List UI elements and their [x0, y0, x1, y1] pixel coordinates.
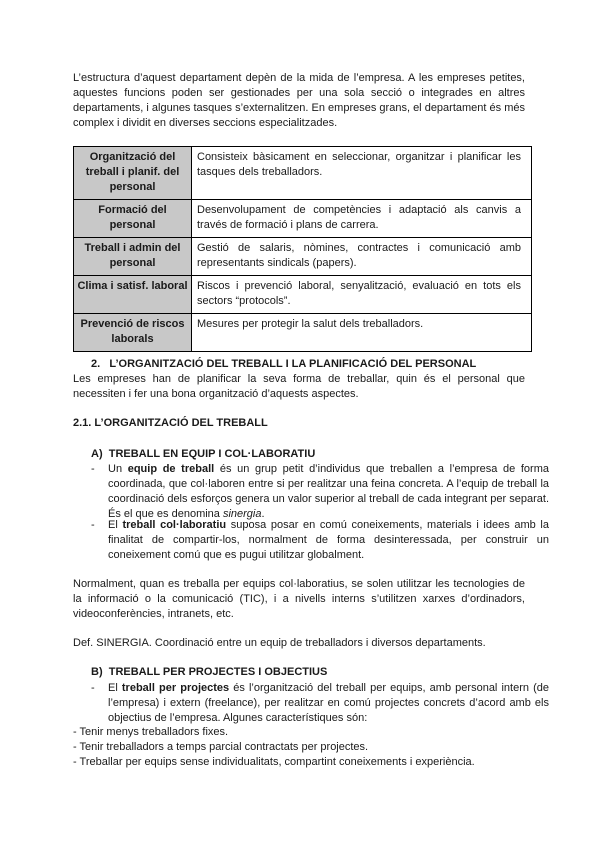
bullet-text: Un equip de treball és un grup petit d’individus que treballen a l’empresa de forma coordinada, que col·laboren entre si per realitzar una feina concreta. A l’equip de treball la coordinació dels esforços genera un valor superior al treball de cada integrant per separat. És el que es denomina sinergia. — [108, 463, 549, 520]
table-row — [74, 276, 532, 314]
table-row — [74, 147, 532, 200]
bullet-dash: - — [91, 463, 95, 475]
table-header-cell: Prevenció de riscos laborals — [74, 314, 192, 352]
list-item: - Tenir menys treballadors fixes. — [73, 726, 229, 738]
list-item: - Tenir treballadors a temps parcial contractats per projectes. — [73, 741, 369, 753]
section-a-heading: A) TREBALL EN EQUIP I COL·LABORATIU — [91, 448, 316, 460]
table-header-cell: Clima i satisf. laboral — [74, 276, 192, 314]
table-description-cell: Desenvolupament de competències i adaptació als canvis a través de formació i plans de carrera. — [192, 200, 532, 238]
bullet-text: El treball col·laboratiu suposa posar en comú coneixements, materials i idees amb la finalitat de compartir-los, normalment de forma desinteressada, per construir un coneixement comú que es pugui utilitzar globalment. — [108, 519, 549, 561]
tic-paragraph: Normalment, quan es treballa per equips col·laboratius, se solen utilitzar les tecnologies de la informació o la comunicació (TIC), i a nivells interns s’utilitzen xarxes d’ordinadors, videoconferències, intranets, etc. — [73, 578, 525, 620]
department-functions-table — [73, 146, 532, 352]
table-header-cell: Formació del personal — [74, 200, 192, 238]
list-item — [91, 462, 551, 522]
table-header-cell: Organització del treball i planif. del personal — [74, 147, 192, 200]
bullet-dash: - — [91, 519, 95, 531]
list-item: - Treballar per equips sense individualitats, compartint coneixements i experiència. — [73, 756, 475, 768]
table-row — [74, 200, 532, 238]
table-description-cell: Riscos i prevenció laboral, senyalització, evaluació en tots els sectors “protocols”. — [192, 276, 532, 314]
table-header-cell: Treball i admin del personal — [74, 238, 192, 276]
list-item — [91, 518, 551, 568]
section-2-1-heading: 2.1. L’ORGANITZACIÓ DEL TREBALL — [73, 417, 268, 429]
table-row — [74, 238, 532, 276]
table-description-cell: Gestió de salaris, nòmines, contractes i comunicació amb representants sindicals (papers). — [192, 238, 532, 276]
section-2-heading — [91, 357, 551, 372]
section-title: L’ORGANITZACIÓ DEL TREBALL I LA PLANIFICACIÓ DEL PERSONAL — [109, 358, 477, 370]
characteristics-list — [73, 725, 543, 770]
list-item — [91, 681, 551, 729]
intro-paragraph: L’estructura d’aquest departament depèn de la mida de l’empresa. A les empreses petites, aquestes funcions poden ser gestionades per una sola secció o integrades en altres departaments, i algunes tasques s’externalitzen. En empreses grans, el departament és més complex i dividit en diverses seccions especialitzades. — [73, 72, 525, 129]
bullet-text: El treball per projectes és l’organització del treball per equips, amb personal intern (de l’empresa) i extern (freelance), per realitzar en comú projectes concrets d’acord amb els objectius de l’empresa. Algunes característiques són: — [108, 682, 549, 724]
section-2-paragraph: Les empreses han de planificar la seva forma de treballar, quin és el personal que necessiten i fer una bona organització d’aquests aspectes. — [73, 373, 525, 400]
section-number: 2. — [91, 358, 101, 370]
bullet-dash: - — [91, 682, 95, 694]
table-description-cell: Mesures per protegir la salut dels treballadors. — [192, 314, 532, 352]
table-row — [74, 314, 532, 352]
definition-paragraph: Def. SINERGIA. Coordinació entre un equip de treballadors i diversos departaments. — [73, 637, 486, 649]
section-b-heading: B) TREBALL PER PROJECTES I OBJECTIUS — [91, 666, 328, 678]
table-description-cell: Consisteix bàsicament en seleccionar, organitzar i planificar les tasques dels treballadors. — [192, 147, 532, 200]
